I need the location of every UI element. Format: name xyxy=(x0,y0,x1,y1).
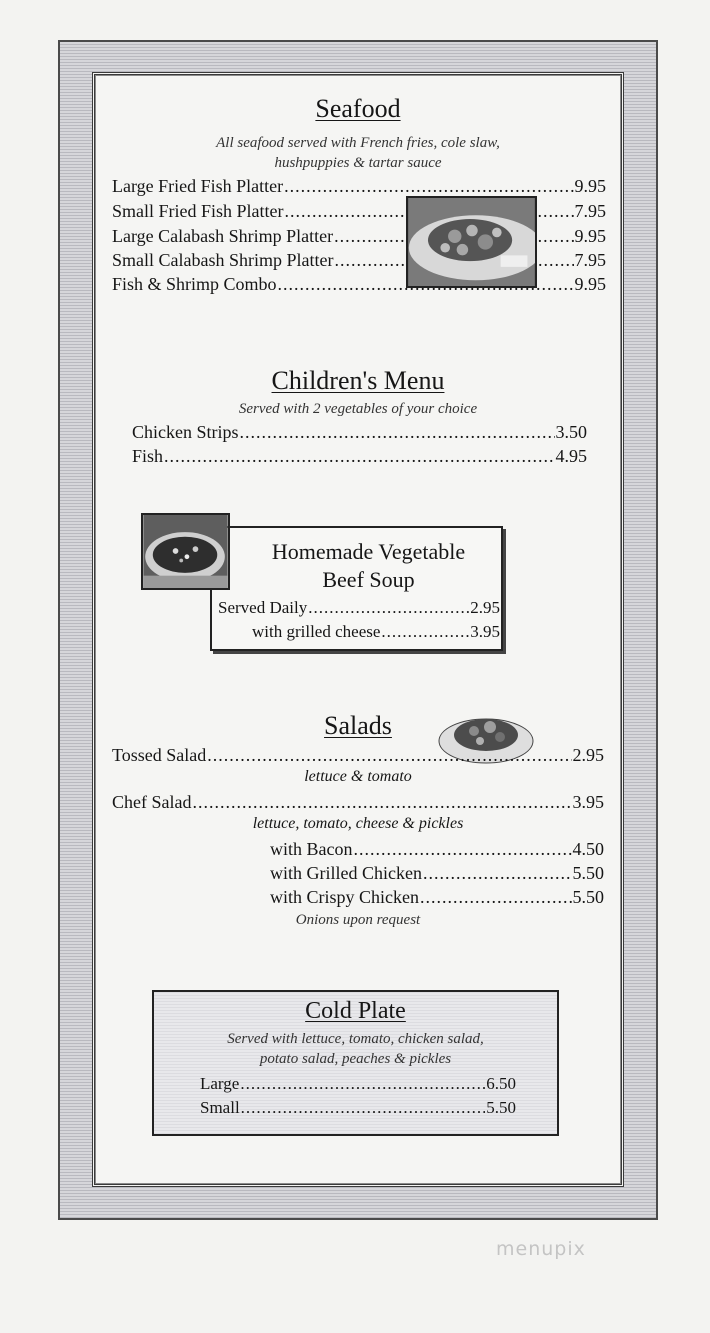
menu-item xyxy=(252,620,500,643)
menu-item xyxy=(132,444,587,468)
seafood-subtitle-1: All seafood served with French fries, cole slaw, xyxy=(216,135,500,151)
soup-box xyxy=(210,526,503,651)
childrens-menu-subtitle: Served with 2 vegetables of your choice xyxy=(238,401,478,417)
seafood-heading: Seafood xyxy=(315,94,401,123)
soup-title-1: Homemade Vegetable xyxy=(271,539,466,564)
salads-footnote: Onions upon request xyxy=(295,912,421,928)
item-name: Chicken Strips xyxy=(132,422,239,442)
menu-item xyxy=(218,596,500,619)
cold-plate-heading: Cold Plate xyxy=(305,998,406,1024)
item-price: 9.95 xyxy=(574,176,606,196)
menu-item xyxy=(200,1072,516,1095)
menu-item xyxy=(270,837,604,861)
item-price: 6.50 xyxy=(486,1074,516,1093)
chef-salad-note: lettuce, tomato, cheese & pickles xyxy=(252,815,464,832)
item-price: 2.95 xyxy=(572,745,604,765)
item-price: 4.95 xyxy=(555,446,587,466)
menu-item xyxy=(112,174,606,198)
shrimp-plate-image xyxy=(408,198,535,286)
item-name: with Grilled Chicken xyxy=(270,863,422,883)
item-name: Small Calabash Shrimp Platter xyxy=(112,250,334,270)
item-price: 4.50 xyxy=(572,839,604,859)
item-name: Fish & Shrimp Combo xyxy=(112,274,277,294)
item-price: 3.95 xyxy=(470,622,500,641)
menu-item xyxy=(132,420,587,444)
item-price: 3.50 xyxy=(555,422,587,442)
salads-heading: Salads xyxy=(324,711,392,740)
item-name: with grilled cheese xyxy=(252,622,381,641)
soup-photo xyxy=(141,513,230,590)
cold-plate-subtitle-1: Served with lettuce, tomato, chicken salad, xyxy=(227,1031,484,1047)
item-name: Tossed Salad xyxy=(112,745,207,765)
menu-item xyxy=(112,790,604,814)
item-name: Small Fried Fish Platter xyxy=(112,201,284,221)
item-name: Large Fried Fish Platter xyxy=(112,176,284,196)
item-name: with Bacon xyxy=(270,839,353,859)
item-name: Fish xyxy=(132,446,164,466)
item-price: 3.95 xyxy=(572,792,604,812)
item-name: Large Calabash Shrimp Platter xyxy=(112,226,334,246)
item-price: 2.95 xyxy=(470,598,500,617)
item-name: with Crispy Chicken xyxy=(270,887,419,907)
item-price: 5.50 xyxy=(572,863,604,883)
menu-item xyxy=(200,1096,516,1119)
seafood-subtitle-2: hushpuppies & tartar sauce xyxy=(274,155,442,171)
menu-item xyxy=(270,861,604,885)
item-price: 7.95 xyxy=(574,201,606,221)
item-price: 5.50 xyxy=(486,1098,516,1117)
item-name: Chef Salad xyxy=(112,792,192,812)
item-price: 9.95 xyxy=(574,226,606,246)
item-name: Small xyxy=(200,1098,240,1117)
tossed-salad-note: lettuce & tomato xyxy=(304,768,412,785)
soup-bowl-image xyxy=(143,515,228,588)
item-price: 7.95 xyxy=(574,250,606,270)
item-name: Served Daily xyxy=(218,598,308,617)
cold-plate-box xyxy=(152,990,559,1136)
childrens-menu-heading: Children's Menu xyxy=(271,366,445,395)
item-price: 9.95 xyxy=(574,274,606,294)
menu-item xyxy=(112,743,604,767)
item-price: 5.50 xyxy=(572,887,604,907)
watermark-text: menupix xyxy=(496,1238,586,1260)
cold-plate-subtitle-2: potato salad, peaches & pickles xyxy=(259,1051,452,1067)
menu-item xyxy=(270,885,604,909)
seafood-photo xyxy=(406,196,537,288)
soup-title-2: Beef Soup xyxy=(322,567,415,592)
item-name: Large xyxy=(200,1074,240,1093)
